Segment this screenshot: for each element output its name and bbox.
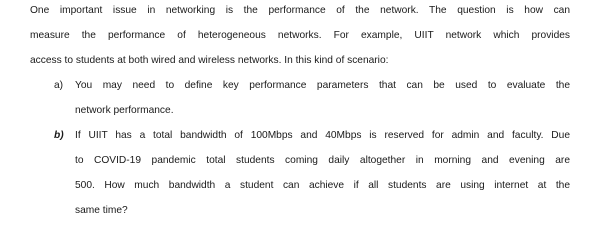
- item-b-line-2: to COVID-19 pandemic total students coming daily altogether in morning and evening are: [75, 155, 570, 166]
- item-b-line-4: same time?: [75, 205, 128, 216]
- intro-line-1: One important issue in networking is the performance of the network. The question is how can: [30, 5, 570, 16]
- item-a-line-1: You may need to define key performance parameters that can be used to evaluate the: [75, 80, 570, 91]
- item-b-line-1: If UIIT has a total bandwidth of 100Mbps and 40Mbps is reserved for admin and faculty. Due: [75, 130, 570, 141]
- item-a-line-2: network performance.: [75, 105, 174, 116]
- intro-line-3: access to students at both wired and wireless networks. In this kind of scenario:: [30, 55, 389, 66]
- list-marker: a): [54, 80, 64, 91]
- list-marker: b): [54, 130, 64, 141]
- item-b-line-3: 500. How much bandwidth a student can achieve if all students are using internet at the: [75, 180, 570, 191]
- intro-line-2: measure the performance of heterogeneous networks. For example, UIIT network which provides: [30, 30, 570, 41]
